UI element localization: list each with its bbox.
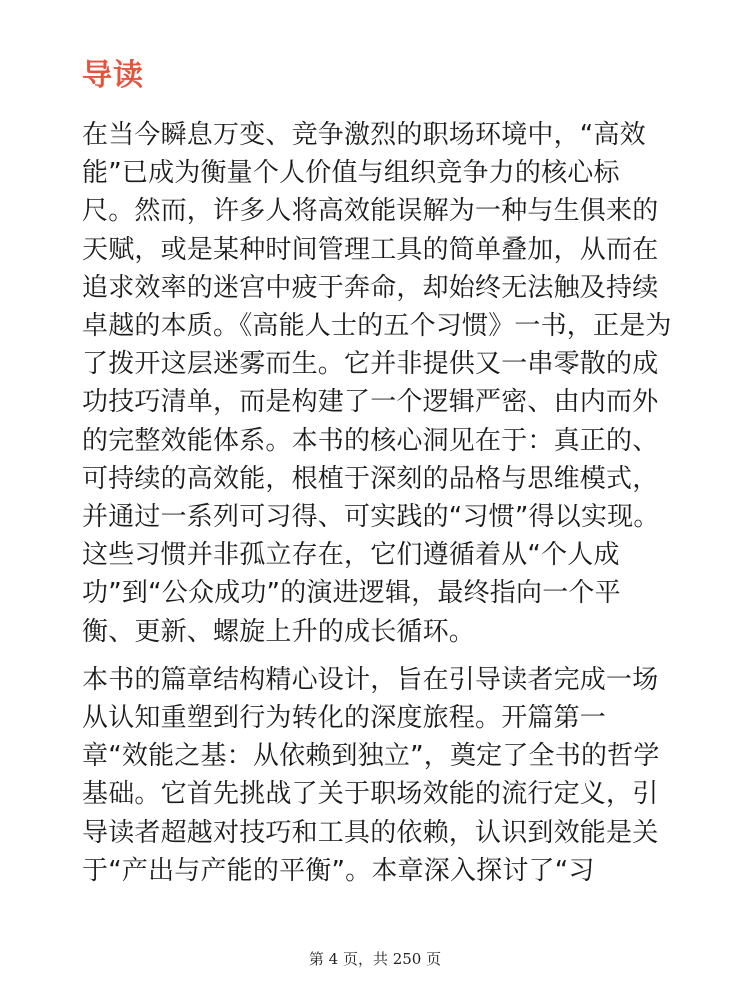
section-heading: 导读 <box>82 58 144 93</box>
paragraph-2: 本书的篇章结构精心设计，旨在引导读者完成一场从认知重塑到行为转化的深度旅程。开篇第一章“效能之基：从依赖到独立”，奠定了全书的哲学基础。它首先挑战了关于职场效能的流行定义，引导读者超越对技巧和工具的依赖，认识到效能是关于“产出与产能的平衡”。本章深入探讨了“习 <box>82 664 660 886</box>
paragraph-1: 在当今瞬息万变、竞争激烈的职场环境中，“高效能”已成为衡量个人价值与组织竞争力的核心标尺。然而，许多人将高效能误解为一种与生俱来的天赋，或是某种时间管理工具的简单叠加，从而在追求效率的迷宫中疲于奔命，却始终无法触及持续卓越的本质。《高能人士的五个习惯》一书，正是为了拨开这层迷雾而生。它并非提供又一串零散的成功技巧清单，而是构建了一个逻辑严密、由内而外的完整效能体系。本书的核心洞见在于：真正的、可持续的高效能，根植于深刻的品格与思维模式，并通过一系列可习得、可实践的“习惯”得以实现。这些习惯并非孤立存在，它们遵循着从“个人成功”到“公众成功”的演进逻辑，最终指向一个平衡、更新、螺旋上升的成长循环。 <box>82 120 672 647</box>
page-number-footer: 第 4 页，共 250 页 <box>308 950 442 968</box>
body-text <box>82 116 672 900</box>
